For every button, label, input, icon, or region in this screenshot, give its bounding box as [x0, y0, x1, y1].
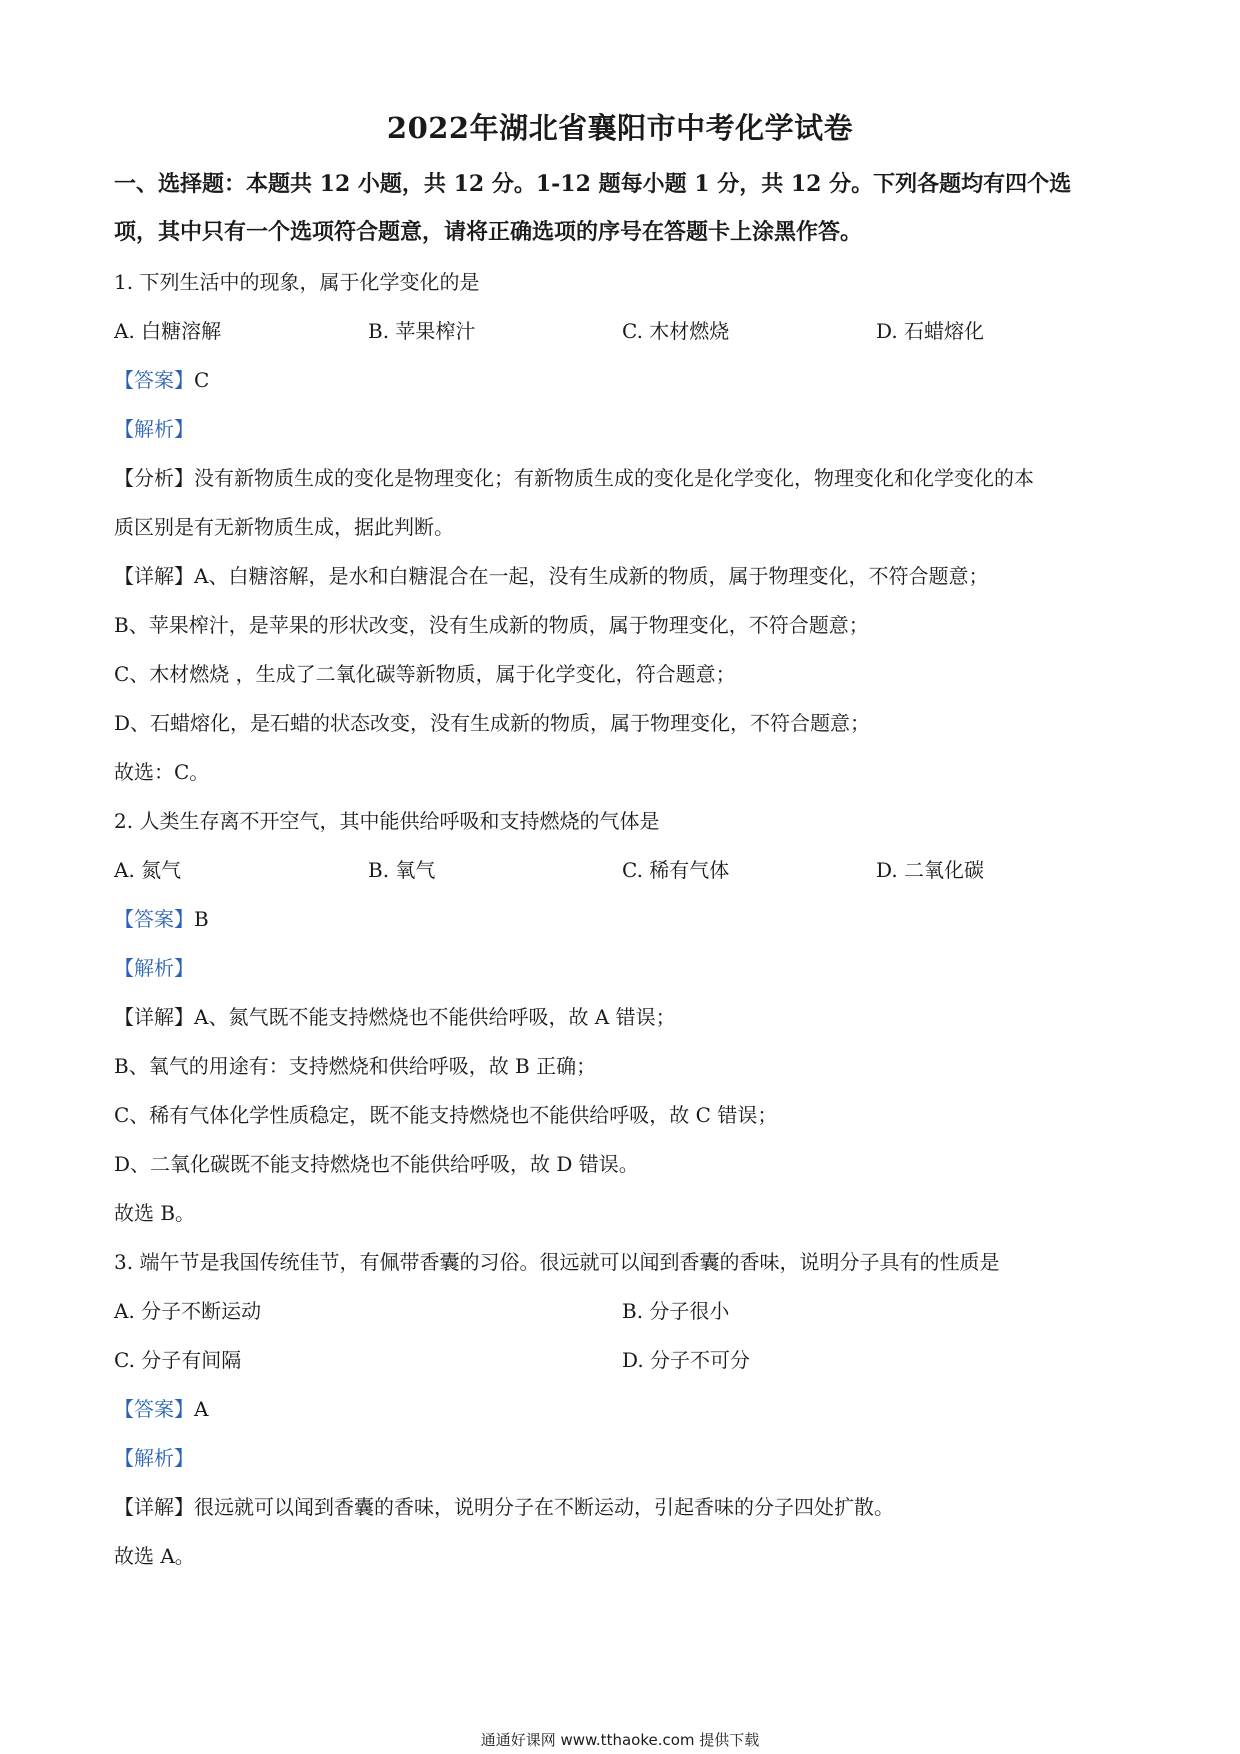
question-2-detail-line-2: B、氧气的用途有：支持燃烧和供给呼吸，故 B 正确； — [114, 1054, 597, 1078]
fenxi-text: 没有新物质生成的变化是物理变化；有新物质生成的变化是化学变化，物理变化和化学变化的本 — [194, 466, 1034, 490]
question-2-option-b: B. 氧气 — [368, 858, 436, 882]
answer-value: A — [194, 1397, 209, 1421]
question-3-detail-line-1 — [114, 1492, 894, 1522]
question-1-fenxi-line-2: 质区别是有无新物质生成，据此判断。 — [114, 515, 454, 539]
question-1-analysis-tag: 【解析】 — [114, 417, 194, 441]
question-3-stem: 3. 端午节是我国传统佳节，有佩带香囊的习俗。很远就可以闻到香囊的香味，说明分子具有的性质是 — [114, 1250, 1000, 1274]
question-2-analysis-tag: 【解析】 — [114, 956, 194, 980]
question-3-option-c: C. 分子有间隔 — [114, 1348, 242, 1372]
page-title: 2022年湖北省襄阳市中考化学试卷 — [386, 111, 854, 145]
question-2-detail-line-1 — [114, 1002, 676, 1032]
question-3-option-d: D. 分子不可分 — [622, 1348, 751, 1372]
answer-tag: 【答案】 — [114, 368, 194, 392]
question-2-answer — [114, 904, 209, 934]
section-heading-line-1: 一、选择题：本题共 12 小题，共 12 分。1-12 题每小题 1 分，共 12 分。下列各题均有四个选 — [114, 171, 1072, 197]
question-2-detail-line-4: D、二氧化碳既不能支持燃烧也不能供给呼吸，故 D 错误。 — [114, 1152, 639, 1176]
question-1-detail-line-2: B、苹果榨汁，是苹果的形状改变，没有生成新的物质，属于物理变化，不符合题意； — [114, 613, 869, 637]
section-heading-line-2: 项，其中只有一个选项符合题意，请将正确选项的序号在答题卡上涂黑作答。 — [114, 219, 863, 245]
question-1-answer — [114, 365, 209, 395]
question-2-option-a: A. 氮气 — [114, 858, 182, 882]
answer-value: C — [194, 368, 210, 392]
question-2-stem: 2. 人类生存离不开空气，其中能供给呼吸和支持燃烧的气体是 — [114, 809, 660, 833]
detail-tag: 【详解】 — [114, 1005, 194, 1029]
question-2-detail-line-3: C、稀有气体化学性质稳定，既不能支持燃烧也不能供给呼吸，故 C 错误； — [114, 1103, 778, 1127]
fenxi-tag: 【分析】 — [114, 466, 194, 490]
question-3-conclusion: 故选 A。 — [114, 1544, 195, 1568]
question-1-detail-line-4: D、石蜡熔化，是石蜡的状态改变，没有生成新的物质，属于物理变化，不符合题意； — [114, 711, 871, 735]
question-1-detail-line-1 — [114, 561, 988, 591]
answer-tag: 【答案】 — [114, 907, 194, 931]
question-1-fenxi-line-1 — [114, 463, 1034, 493]
question-1-stem: 1. 下列生活中的现象，属于化学变化的是 — [114, 270, 480, 294]
question-2-conclusion: 故选 B。 — [114, 1201, 196, 1225]
question-1-option-c: C. 木材燃烧 — [622, 319, 730, 343]
answer-value: B — [194, 907, 209, 931]
question-2-option-c: C. 稀有气体 — [622, 858, 730, 882]
question-1-option-d: D. 石蜡熔化 — [876, 319, 985, 343]
question-3-option-b: B. 分子很小 — [622, 1299, 730, 1323]
detail-text: A、氮气既不能支持燃烧也不能供给呼吸，故 A 错误； — [194, 1005, 676, 1029]
detail-text: 很远就可以闻到香囊的香味，说明分子在不断运动，引起香味的分子四处扩散。 — [194, 1495, 894, 1519]
question-1-detail-line-3: C、木材燃烧 ，生成了二氧化碳等新物质，属于化学变化，符合题意； — [114, 662, 736, 686]
question-3-analysis-tag: 【解析】 — [114, 1446, 194, 1470]
page-footer: 通通好课网 www.tthaoke.com 提供下载 — [480, 1731, 760, 1749]
answer-tag: 【答案】 — [114, 1397, 194, 1421]
question-2-option-d: D. 二氧化碳 — [876, 858, 985, 882]
question-1-option-b: B. 苹果榨汁 — [368, 319, 476, 343]
detail-tag: 【详解】 — [114, 564, 194, 588]
question-1-option-a: A. 白糖溶解 — [114, 319, 222, 343]
question-1-conclusion: 故选：C。 — [114, 760, 210, 784]
detail-tag: 【详解】 — [114, 1495, 194, 1519]
question-3-option-a: A. 分子不断运动 — [114, 1299, 262, 1323]
detail-text: A、白糖溶解，是水和白糖混合在一起，没有生成新的物质，属于物理变化，不符合题意； — [194, 564, 989, 588]
question-3-answer — [114, 1394, 208, 1424]
